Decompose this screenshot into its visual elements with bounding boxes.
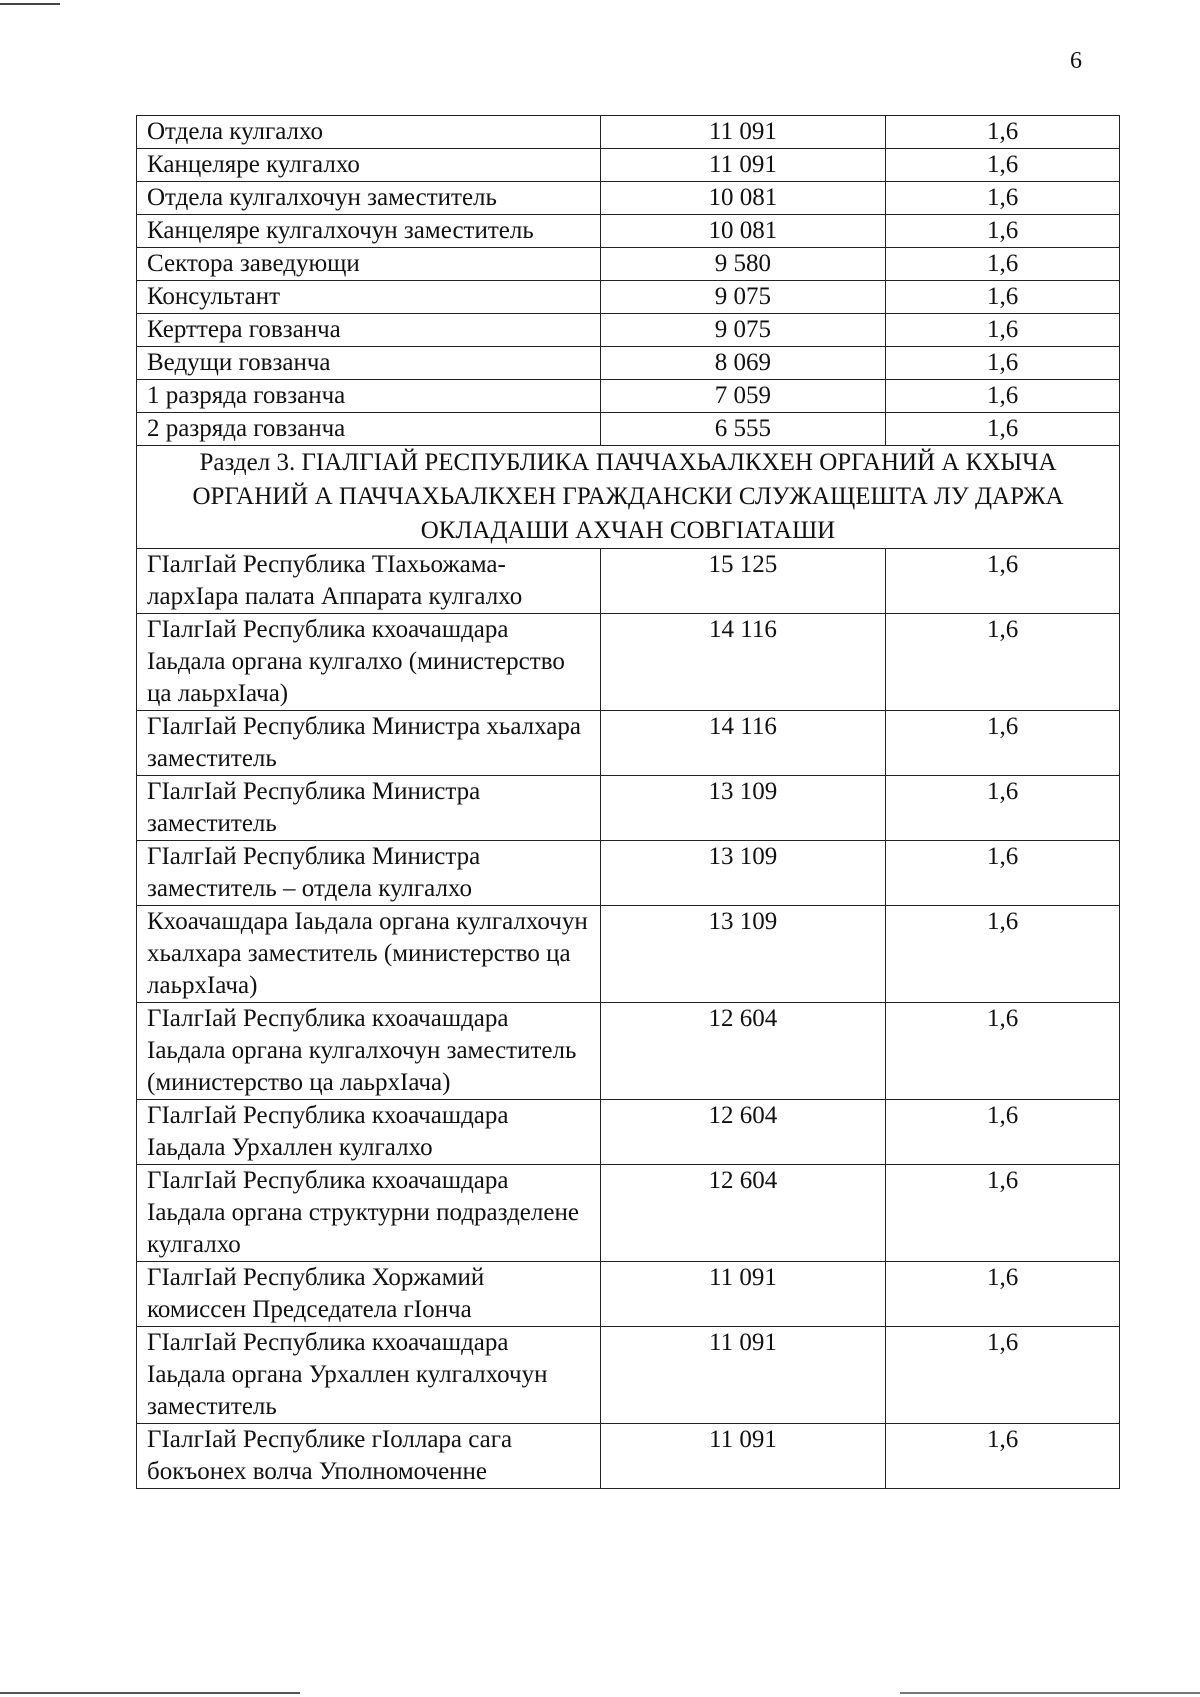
- salary-value-cell: 11 091: [600, 1262, 886, 1327]
- position-name-cell: ГІалгІай Республика кхоачашдара Іаьдала органа структурни подразделене кулгалхо: [137, 1165, 601, 1262]
- position-name-cell: Керттера говзанча: [137, 314, 601, 347]
- salary-value-cell: 15 125: [600, 549, 886, 614]
- position-name-cell: Отдела кулгалхо: [137, 116, 601, 149]
- table-row: [137, 380, 1120, 413]
- salary-value-cell: 13 109: [600, 776, 886, 841]
- table-row: [137, 614, 1120, 711]
- table-row: [137, 1165, 1120, 1262]
- coefficient-cell: 1,6: [886, 1100, 1120, 1165]
- coefficient-cell: 1,6: [886, 1262, 1120, 1327]
- position-name-cell: Ведущи говзанча: [137, 347, 601, 380]
- position-name-cell: Консультант: [137, 281, 601, 314]
- coefficient-cell: 1,6: [886, 1424, 1120, 1489]
- table-row: [137, 711, 1120, 776]
- position-name-cell: Канцеляре кулгалхочун заместитель: [137, 215, 601, 248]
- coefficient-cell: 1,6: [886, 841, 1120, 906]
- coefficient-cell: 1,6: [886, 248, 1120, 281]
- table-row: [137, 248, 1120, 281]
- scan-artifact-bottom-right: [900, 1692, 1200, 1694]
- table-row: [137, 1262, 1120, 1327]
- salary-value-cell: 13 109: [600, 841, 886, 906]
- salary-value-cell: 10 081: [600, 182, 886, 215]
- coefficient-cell: 1,6: [886, 776, 1120, 841]
- coefficient-cell: 1,6: [886, 116, 1120, 149]
- table-row: [137, 182, 1120, 215]
- position-name-cell: ГІалгІай Республика Министра заместитель – отдела кулгалхо: [137, 841, 601, 906]
- coefficient-cell: 1,6: [886, 614, 1120, 711]
- salary-value-cell: 12 604: [600, 1165, 886, 1262]
- salary-table: [136, 115, 1120, 1489]
- salary-value-cell: 11 091: [600, 116, 886, 149]
- coefficient-cell: 1,6: [886, 1003, 1120, 1100]
- coefficient-cell: 1,6: [886, 380, 1120, 413]
- coefficient-cell: 1,6: [886, 711, 1120, 776]
- table-row: [137, 1003, 1120, 1100]
- position-name-cell: ГІалгІай Республика кхоачашдара Іаьдала Урхаллен кулгалхо: [137, 1100, 601, 1165]
- scan-artifact-bottom: [0, 1692, 300, 1694]
- position-name-cell: 2 разряда говзанча: [137, 413, 601, 446]
- scan-artifact-top: [0, 3, 60, 5]
- coefficient-cell: 1,6: [886, 1327, 1120, 1424]
- position-name-cell: Отдела кулгалхочун заместитель: [137, 182, 601, 215]
- salary-value-cell: 11 091: [600, 1327, 886, 1424]
- salary-value-cell: 12 604: [600, 1003, 886, 1100]
- section-title: Раздел 3. ГІАЛГІАЙ РЕСПУБЛИКА ПАЧЧАХЬАЛКХЕН ОРГАНИЙ А КХЫЧА ОРГАНИЙ А ПАЧЧАХЬАЛКХЕН ГРАЖДАНСКИ СЛУЖАЩЕШТА ЛУ ДАРЖА ОКЛАДАШИ АХЧАН СОВГІАТАШИ: [137, 446, 1120, 549]
- coefficient-cell: 1,6: [886, 182, 1120, 215]
- table-body-bottom: [137, 549, 1120, 1489]
- table-row: [137, 841, 1120, 906]
- salary-value-cell: 14 116: [600, 614, 886, 711]
- position-name-cell: 1 разряда говзанча: [137, 380, 601, 413]
- coefficient-cell: 1,6: [886, 347, 1120, 380]
- salary-value-cell: 14 116: [600, 711, 886, 776]
- salary-value-cell: 13 109: [600, 906, 886, 1003]
- position-name-cell: Сектора заведующи: [137, 248, 601, 281]
- table-row: [137, 116, 1120, 149]
- salary-value-cell: 9 580: [600, 248, 886, 281]
- table-row: [137, 215, 1120, 248]
- coefficient-cell: 1,6: [886, 281, 1120, 314]
- coefficient-cell: 1,6: [886, 413, 1120, 446]
- table-row: [137, 1327, 1120, 1424]
- page-number: 6: [1070, 48, 1082, 74]
- table-row: [137, 314, 1120, 347]
- position-name-cell: ГІалгІай Республика ТІахьожама-лархІара палата Аппарата кулгалхо: [137, 549, 601, 614]
- table-row: [137, 549, 1120, 614]
- coefficient-cell: 1,6: [886, 906, 1120, 1003]
- table-row: [137, 149, 1120, 182]
- table-row: [137, 281, 1120, 314]
- coefficient-cell: 1,6: [886, 314, 1120, 347]
- salary-value-cell: 7 059: [600, 380, 886, 413]
- salary-value-cell: 9 075: [600, 281, 886, 314]
- position-name-cell: ГІалгІай Республике гІоллара сага бокъонех волча Уполномоченне: [137, 1424, 601, 1489]
- salary-value-cell: 10 081: [600, 215, 886, 248]
- salary-value-cell: 11 091: [600, 149, 886, 182]
- position-name-cell: ГІалгІай Республика Хоржамий комиссен Председатела гІонча: [137, 1262, 601, 1327]
- position-name-cell: Канцеляре кулгалхо: [137, 149, 601, 182]
- coefficient-cell: 1,6: [886, 1165, 1120, 1262]
- position-name-cell: Кхоачашдара Іаьдала органа кулгалхочун хьалхара заместитель (министерство ца лаьрхІача): [137, 906, 601, 1003]
- coefficient-cell: 1,6: [886, 549, 1120, 614]
- table-row: [137, 413, 1120, 446]
- table-row: [137, 1424, 1120, 1489]
- table-row: [137, 776, 1120, 841]
- table-body-top: [137, 116, 1120, 446]
- salary-value-cell: 6 555: [600, 413, 886, 446]
- section-row: [137, 446, 1120, 549]
- table-row: [137, 347, 1120, 380]
- section-header: [137, 446, 1120, 549]
- table-row: [137, 1100, 1120, 1165]
- salary-value-cell: 8 069: [600, 347, 886, 380]
- salary-value-cell: 12 604: [600, 1100, 886, 1165]
- position-name-cell: ГІалгІай Республика кхоачашдара Іаьдала органа кулгалхо (министерство ца лаьрхІача): [137, 614, 601, 711]
- position-name-cell: ГІалгІай Республика кхоачашдара Іаьдала органа Урхаллен кулгалхочун заместитель: [137, 1327, 601, 1424]
- table-row: [137, 906, 1120, 1003]
- coefficient-cell: 1,6: [886, 215, 1120, 248]
- position-name-cell: ГІалгІай Республика Министра хьалхара заместитель: [137, 711, 601, 776]
- salary-value-cell: 11 091: [600, 1424, 886, 1489]
- coefficient-cell: 1,6: [886, 149, 1120, 182]
- position-name-cell: ГІалгІай Республика кхоачашдара Іаьдала органа кулгалхочун заместитель (министерство ца лаьрхІача): [137, 1003, 601, 1100]
- position-name-cell: ГІалгІай Республика Министра заместитель: [137, 776, 601, 841]
- salary-value-cell: 9 075: [600, 314, 886, 347]
